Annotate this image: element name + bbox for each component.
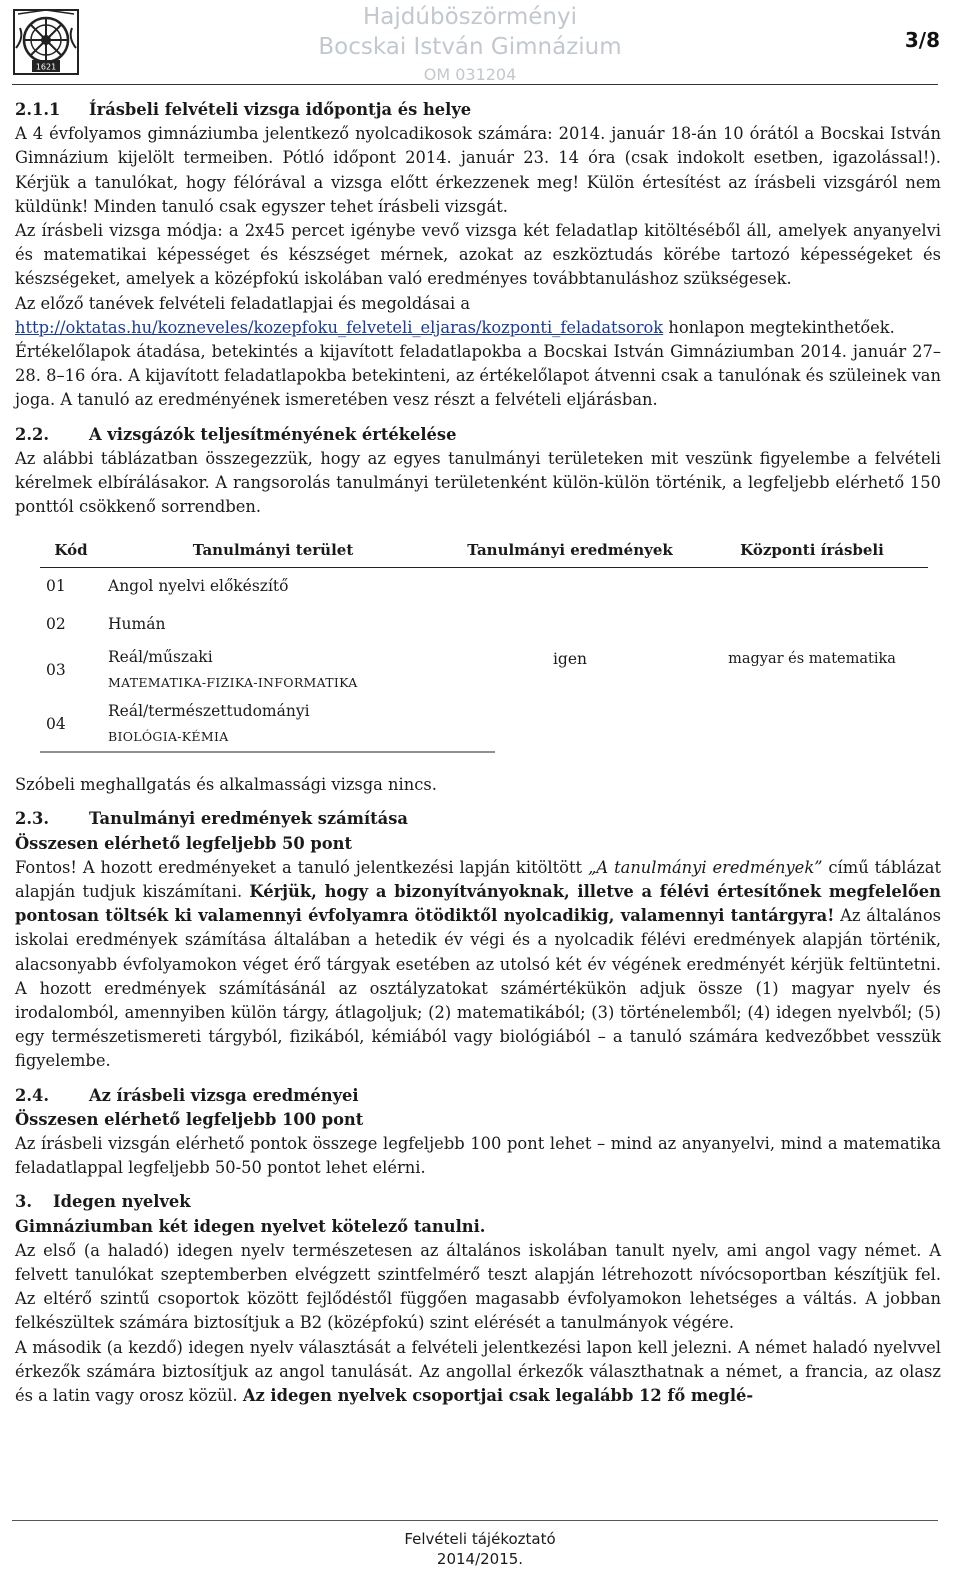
row-area-subjects: BIOLÓGIA-KÉMIA [108,729,229,745]
row-code: 01 [46,577,66,596]
section-title: A vizsgázók teljesítményének értékelése [89,424,457,444]
row-code: 02 [46,615,66,634]
section-number: 2.4. [15,1085,49,1105]
footer-title: Felvételi tájékoztató [404,1530,556,1548]
paragraph: Az előző tanévek felvételi feladatlapjai és megoldásai a [15,293,471,313]
footer-divider [12,1520,938,1521]
link-trailing-text: honlapon megtekinthetőek. [663,317,895,337]
school-name-line2: Bocskai István Gimnázium [318,34,622,60]
evaluation-table [40,535,928,751]
table-header: Kód [40,535,102,567]
text-span: Az általános iskolai eredmények számítása általában a hetedik év végi és a nyolcadik félévi eredmények alapján történik, alacsonyabb évfolyamokon véget érő tárgyak esetében az utolsó két év végének eredményét kérjük feltüntetni. A hozott eredmények számításánál az osztályzatokat számértékükön adjuk össze (1) magyar nyelv és irodalomból, amennyiben külön tárgy, átlagoljuk; (2) matematikából; (3) történelemből; (4) idegen nyelvből; (5) egy természetismereti tárgyból, fizikából, kémiából vagy biológiából – a tanuló számára kedvezőbbet vesszük figyelembe. [15,906,941,1071]
bold-span: Az idegen nyelvek csoportjai csak legalább 12 fő meglé- [242,1386,754,1406]
table-bottom-left-rule [40,751,928,755]
page-header [0,0,960,84]
written-exam-cell: magyar és matematika [728,651,896,668]
page-number: 3/8 [904,28,940,52]
section-heading [15,98,941,122]
section-heading [15,1084,941,1108]
row-area: Reál/természettudományi [108,701,310,720]
paragraph: Az első (a haladó) idegen nyelv természetesen az általános iskolában tanult nyelv, ami angol vagy német. A felvett tanulókat szeptemberben elvégzett szintfelmérő teszt alapján létrehozott nívócsoportban készítjük fel. Az eltérő szintű csoportok között fejlődéstől függően magasabb évfolyamokon lehetséges a váltás. A jobban felkészültek számára biztosítjuk a B2 (középfokú) szint elérését a tanulmányok végére. [15,1240,941,1333]
row-area-subjects: MATEMATIKA-FIZIKA-INFORMATIKA [108,675,358,691]
section-number: 2.3. [15,809,49,829]
paragraph [15,1336,941,1409]
section-title: Tanulmányi eredmények számítása [89,809,408,829]
row-area: Reál/műszaki [108,647,213,666]
section-number: 2.1.1 [15,100,61,119]
paragraph: Értékelőlapok átadása, betekintés a kijavított feladatlapokba a Bocskai István Gimnáziumban 2014. január 27–28. 8–16 óra. A kijavított feladatlapokba betekinteni, az értékelőlapot átvenni csak a tanulónak és szüleinek van joga. A tanuló az eredményének ismeretében vesz részt a felvételi eljárásban. [15,342,941,410]
row-code: 03 [46,661,66,680]
header-school-info [270,2,670,86]
table-row [40,567,928,605]
paragraph-with-link [15,316,941,340]
section-subtitle: Összesen elérhető legfeljebb 50 pont [15,833,352,853]
section-heading [15,423,941,447]
row-area: Angol nyelvi előkészítő [108,577,289,596]
school-name: Hajdúböszörményi [363,4,577,30]
text-span: A második (a kezdő) idegen nyelv választását a felvételi jelentkezési lapon kell jelezni. A német haladó nyelvvel érkezők számára biztosítjuk az angol tanulását. Az angollal érkezők választhatnak a német, a francia, az olasz és a latin vagy orosz közül. [15,1337,941,1406]
text-span: Fontos! A hozott eredményeket a tanuló jelentkezési lapján kitöltött [15,857,588,877]
section-title: Írásbeli felvételi vizsga időpontja és helye [89,100,472,119]
section-subtitle: Gimnáziumban két idegen nyelvet kötelező tanulni. [15,1216,486,1236]
section-subtitle: Összesen elérhető legfeljebb 100 pont [15,1109,364,1129]
section-title: Az írásbeli vizsga eredményei [89,1085,359,1105]
row-area: Humán [108,615,166,634]
text-span: című táblázat alapján tudjuk kiszámítani. [15,857,942,901]
italic-span: „A tanulmányi eredmények” [587,857,823,877]
page-footer [0,1529,960,1569]
document-body [15,98,941,1408]
footer-year: 2014/2015. [436,1550,524,1568]
table-header: Központi írásbeli [696,535,928,567]
results-cell: igen [552,650,588,669]
feladatsorok-link[interactable]: http://oktatas.hu/kozneveles/kozepfoku_felveteli_eljaras/kozponti_feladatsorok [15,317,664,337]
row-code: 04 [46,715,66,734]
table-header: Tanulmányi eredmények [444,535,696,567]
section-number: 3. [15,1192,32,1212]
section-number: 2.2. [15,424,49,444]
om-code: OM 031204 [423,65,517,84]
paragraph: Az alábbi táblázatban összegezzük, hogy az egyes tanulmányi területeken mit veszünk figyelembe a felvételi kérelmek elbírálásakor. A rangsorolás tanulmányi területenként külön-külön történik, a legfeljebb elérhető 150 ponttól csökkenő sorrendben. [15,448,941,517]
header-divider [12,84,938,85]
section-heading [15,807,941,831]
section-title: Idegen nyelvek [53,1192,191,1212]
school-crest-logo [12,8,80,76]
logo-year: 1621 [35,62,57,72]
table-header: Tanulmányi terület [102,535,444,567]
paragraph: Az írásbeli vizsga módja: a 2x45 percet igénybe vevő vizsga két feladatlap kitöltéséből áll, amelyek anyanyelvi és matematikai képességet és készséget mérnek, azokat az eszköztudás körébe tartozó képességeket és készségeket, amelyek a középfokú iskolában való eredményes továbbtanuláshoz szükségesek. [15,221,941,289]
section-heading [15,1190,941,1214]
row-area-cell [102,697,444,751]
row-area-cell [102,643,444,697]
paragraph: Szóbeli meghallgatás és alkalmassági vizsga nincs. [15,775,437,795]
paragraph: A 4 évfolyamos gimnáziumba jelentkező nyolcadikosok számára: 2014. január 18-án 10 órától a Bocskai István Gimnázium kijelölt termeiben. Pótló időpont 2014. január 23. 14 óra (csak indokolt esetben, igazolással!). Kérjük a tanulókat, hogy félórával a vizsga előtt érkezzenek meg! Külön értesítést az írásbeli vizsgáról nem küldünk! Minden tanuló csak egyszer tehet írásbeli vizsgát. [15,124,941,216]
paragraph: Az írásbeli vizsgán elérhető pontok összege legfeljebb 100 pont lehet – mind az anyanyelvi, mind a matematika feladatlappal legfeljebb 50-50 pontot lehet elérni. [15,1134,941,1178]
bold-span: Kérjük, hogy a bizonyítványoknak, illetve a félévi értesítőnek megfelelően pontosan töltsék ki valamennyi évfolyamra ötödiktől nyolcadikig, valamennyi tantárgyra! [15,881,941,926]
paragraph [15,856,941,1074]
